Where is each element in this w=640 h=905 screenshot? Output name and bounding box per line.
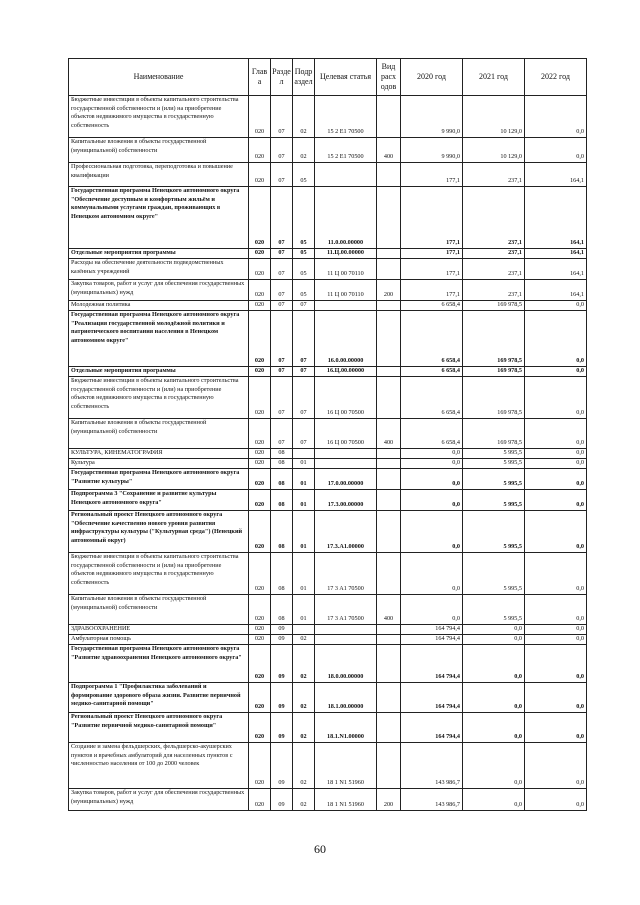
row-razdel: 09 — [271, 743, 293, 789]
row-expense-type — [377, 469, 401, 490]
row-2021: 0,0 — [463, 683, 525, 713]
row-razdel: 08 — [271, 490, 293, 511]
row-2021: 5 995,5 — [463, 511, 525, 553]
row-article — [315, 163, 377, 187]
row-article: 17 3 A1 70500 — [315, 595, 377, 625]
row-2022: 0,0 — [525, 511, 587, 553]
row-razdel: 07 — [271, 96, 293, 138]
row-name: Государственная программа Ненецкого автономного округа "Обеспечение доступным и комфортным жильём и коммунальными услугами граждан, проживающих в Ненецком автономном округе" — [69, 187, 249, 249]
row-2020: 0,0 — [401, 459, 463, 469]
table-row — [69, 459, 587, 469]
row-2020: 0,0 — [401, 449, 463, 459]
row-name: Культура — [69, 459, 249, 469]
row-expense-type — [377, 449, 401, 459]
row-2022: 164,1 — [525, 259, 587, 280]
row-expense-type — [377, 625, 401, 635]
row-name: Расходы на обеспечение деятельности подведомственных казённых учреждений — [69, 259, 249, 280]
table-row — [69, 743, 587, 789]
row-2020: 0,0 — [401, 595, 463, 625]
row-name: КУЛЬТУРА, КИНЕМАТОГРАФИЯ — [69, 449, 249, 459]
row-2021: 0,0 — [463, 625, 525, 635]
row-glava: 020 — [249, 469, 271, 490]
row-podrazdel: 01 — [293, 469, 315, 490]
row-razdel: 07 — [271, 419, 293, 449]
row-glava: 020 — [249, 553, 271, 595]
header-name: Наименование — [69, 59, 249, 96]
table-row — [69, 713, 587, 743]
row-2020: 164 794,4 — [401, 683, 463, 713]
table-row — [69, 469, 587, 490]
row-name: Молодежная политика — [69, 301, 249, 311]
row-2022: 164,1 — [525, 280, 587, 301]
row-podrazdel: 02 — [293, 138, 315, 163]
row-article: 15 2 E1 70500 — [315, 138, 377, 163]
row-razdel: 07 — [271, 259, 293, 280]
row-expense-type: 200 — [377, 789, 401, 811]
row-expense-type — [377, 301, 401, 311]
row-glava: 020 — [249, 789, 271, 811]
row-2020: 164 794,4 — [401, 625, 463, 635]
row-glava: 020 — [249, 459, 271, 469]
row-2020: 6 658,4 — [401, 311, 463, 367]
row-podrazdel: 07 — [293, 301, 315, 311]
row-2020: 164 794,4 — [401, 645, 463, 683]
row-name: Региональный проект Ненецкого автономного округа "Развитие первичной медико-санитарной помощи" — [69, 713, 249, 743]
row-2021: 0,0 — [463, 635, 525, 645]
table-row — [69, 553, 587, 595]
row-glava: 020 — [249, 625, 271, 635]
row-article: 18 1 N1 51960 — [315, 743, 377, 789]
row-razdel: 07 — [271, 367, 293, 377]
row-podrazdel: 01 — [293, 459, 315, 469]
row-2021: 0,0 — [463, 713, 525, 743]
row-podrazdel: 02 — [293, 645, 315, 683]
row-podrazdel: 02 — [293, 713, 315, 743]
row-2020: 164 794,4 — [401, 713, 463, 743]
row-razdel: 07 — [271, 163, 293, 187]
table-row — [69, 683, 587, 713]
row-article: 17.3.00.00000 — [315, 490, 377, 511]
row-razdel: 09 — [271, 683, 293, 713]
table-row — [69, 511, 587, 553]
row-2022: 0,0 — [525, 419, 587, 449]
row-razdel: 07 — [271, 377, 293, 419]
row-2020: 6 658,4 — [401, 377, 463, 419]
row-glava: 020 — [249, 249, 271, 259]
row-2021: 5 995,5 — [463, 469, 525, 490]
row-2020: 9 990,0 — [401, 138, 463, 163]
row-podrazdel: 07 — [293, 311, 315, 367]
row-article — [315, 449, 377, 459]
table-row — [69, 367, 587, 377]
table-row — [69, 789, 587, 811]
row-2022: 0,0 — [525, 311, 587, 367]
row-name: Закупка товаров, работ и услуг для обеспечения государственных (муниципальных) нужд — [69, 280, 249, 301]
table-row — [69, 635, 587, 645]
row-2020: 177,1 — [401, 163, 463, 187]
row-2021: 0,0 — [463, 789, 525, 811]
row-2022: 0,0 — [525, 490, 587, 511]
table-row — [69, 490, 587, 511]
row-expense-type — [377, 163, 401, 187]
row-2021: 169 978,5 — [463, 367, 525, 377]
row-article: 15 2 E1 70500 — [315, 96, 377, 138]
row-2021: 0,0 — [463, 645, 525, 683]
row-glava: 020 — [249, 595, 271, 625]
row-article — [315, 301, 377, 311]
row-glava: 020 — [249, 635, 271, 645]
row-expense-type — [377, 249, 401, 259]
row-article: 17.3.А1.00000 — [315, 511, 377, 553]
row-name: Капитальные вложения в объекты государственной (муниципальной) собственности — [69, 419, 249, 449]
row-name: Профессиональная подготовка, переподготовка и повышение квалификации — [69, 163, 249, 187]
row-podrazdel: 05 — [293, 259, 315, 280]
row-article: 16 Ц 00 70500 — [315, 419, 377, 449]
table-row — [69, 449, 587, 459]
row-name: Закупка товаров, работ и услуг для обеспечения государственных (муниципальных) нужд — [69, 789, 249, 811]
row-name: Создание и замена фельдшерских, фельдшерско-акушерских пунктов и врачебных амбулаторий для населенных пунктов с численностью населения от 100 до 2000 человек — [69, 743, 249, 789]
row-expense-type — [377, 490, 401, 511]
row-2022: 0,0 — [525, 377, 587, 419]
row-name: Подпрограмма 1 "Профилактика заболеваний и формирование здорового образа жизни. Развитие первичной медико-санитарной помощи" — [69, 683, 249, 713]
row-name: Государственная программа Ненецкого автономного округа "Реализация государственной молодёжной политики и патриотического воспитания населения в Ненецком автономном округе" — [69, 311, 249, 367]
row-2022: 0,0 — [525, 645, 587, 683]
header-article: Целевая статья — [315, 59, 377, 96]
row-podrazdel: 07 — [293, 367, 315, 377]
row-expense-type — [377, 635, 401, 645]
row-2021: 237,1 — [463, 187, 525, 249]
row-name: Региональный проект Ненецкого автономного округа "Обеспечение качественно нового уровня развития инфраструктуры культуры ("Культурная среда") (Ненецкий автономный округ) — [69, 511, 249, 553]
row-2022: 0,0 — [525, 553, 587, 595]
row-razdel: 09 — [271, 713, 293, 743]
row-expense-type — [377, 459, 401, 469]
row-expense-type — [377, 187, 401, 249]
table-row — [69, 311, 587, 367]
row-razdel: 09 — [271, 645, 293, 683]
row-2022: 0,0 — [525, 367, 587, 377]
row-2022: 0,0 — [525, 625, 587, 635]
row-2020: 6 658,4 — [401, 367, 463, 377]
row-name: Бюджетные инвестиции в объекты капитального строительства государственной собственности и (или) на приобретение объектов недвижимого имущества в государственную собственность — [69, 96, 249, 138]
row-article: 16.Ц.00.00000 — [315, 367, 377, 377]
row-razdel: 07 — [271, 249, 293, 259]
row-glava: 020 — [249, 280, 271, 301]
table-row — [69, 377, 587, 419]
row-podrazdel: 01 — [293, 490, 315, 511]
row-article: 18.0.00.00000 — [315, 645, 377, 683]
table-row — [69, 163, 587, 187]
row-expense-type — [377, 683, 401, 713]
row-razdel: 09 — [271, 789, 293, 811]
table-row — [69, 595, 587, 625]
row-name: Государственная программа Ненецкого автономного округа "Развитие здравоохранения Ненецкого автономного округа" — [69, 645, 249, 683]
row-expense-type — [377, 553, 401, 595]
row-expense-type: 400 — [377, 595, 401, 625]
row-razdel: 09 — [271, 625, 293, 635]
row-name: Бюджетные инвестиции в объекты капитального строительства государственной собственности и (или) на приобретение объектов недвижимого имущества в государственную собственность — [69, 377, 249, 419]
row-2021: 10 129,0 — [463, 138, 525, 163]
header-2020: 2020 год — [401, 59, 463, 96]
row-razdel: 08 — [271, 595, 293, 625]
row-article: 11.0.00.00000 — [315, 187, 377, 249]
row-razdel: 08 — [271, 553, 293, 595]
row-podrazdel: 05 — [293, 249, 315, 259]
row-razdel: 09 — [271, 635, 293, 645]
row-2021: 0,0 — [463, 743, 525, 789]
row-name: Капитальные вложения в объекты государственной (муниципальной) собственности — [69, 138, 249, 163]
row-2020: 6 658,4 — [401, 301, 463, 311]
row-podrazdel: 02 — [293, 743, 315, 789]
table-row — [69, 249, 587, 259]
row-2022: 164,1 — [525, 187, 587, 249]
row-glava: 020 — [249, 301, 271, 311]
row-razdel: 07 — [271, 280, 293, 301]
row-2022: 0,0 — [525, 138, 587, 163]
row-expense-type: 400 — [377, 138, 401, 163]
row-podrazdel: 01 — [293, 595, 315, 625]
row-article — [315, 635, 377, 645]
row-podrazdel: 05 — [293, 280, 315, 301]
row-glava: 020 — [249, 138, 271, 163]
header-expense-type: Вид расх одов — [377, 59, 401, 96]
row-glava: 020 — [249, 311, 271, 367]
row-2020: 164 794,4 — [401, 635, 463, 645]
row-article: 16.0.00.00000 — [315, 311, 377, 367]
row-2022: 0,0 — [525, 595, 587, 625]
row-2021: 169 978,5 — [463, 419, 525, 449]
row-2022: 0,0 — [525, 743, 587, 789]
row-glava: 020 — [249, 96, 271, 138]
row-expense-type — [377, 259, 401, 280]
row-2022: 0,0 — [525, 683, 587, 713]
header-podrazdel: Подр аздел — [293, 59, 315, 96]
row-2022: 0,0 — [525, 301, 587, 311]
row-2021: 169 978,5 — [463, 311, 525, 367]
table-row — [69, 138, 587, 163]
row-podrazdel: 02 — [293, 96, 315, 138]
row-2021: 10 129,0 — [463, 96, 525, 138]
row-article: 11.Ц.00.00000 — [315, 249, 377, 259]
row-2021: 169 978,5 — [463, 377, 525, 419]
row-glava: 020 — [249, 645, 271, 683]
page-number: 60 — [314, 842, 326, 856]
row-article: 11 Ц 00 70110 — [315, 259, 377, 280]
row-podrazdel: 01 — [293, 511, 315, 553]
row-2022: 164,1 — [525, 249, 587, 259]
row-expense-type — [377, 367, 401, 377]
row-glava: 020 — [249, 449, 271, 459]
row-podrazdel — [293, 625, 315, 635]
row-2020: 0,0 — [401, 469, 463, 490]
row-expense-type — [377, 645, 401, 683]
row-name: Государственная программа Ненецкого автономного округа "Развитие культуры" — [69, 469, 249, 490]
header-glava: Глав а — [249, 59, 271, 96]
table-row — [69, 259, 587, 280]
row-expense-type — [377, 311, 401, 367]
row-name: Амбулаторная помощь — [69, 635, 249, 645]
row-podrazdel: 02 — [293, 789, 315, 811]
row-2020: 143 986,7 — [401, 743, 463, 789]
row-2021: 237,1 — [463, 163, 525, 187]
row-2020: 6 658,4 — [401, 419, 463, 449]
row-podrazdel: 05 — [293, 187, 315, 249]
row-2022: 164,1 — [525, 163, 587, 187]
row-expense-type: 400 — [377, 419, 401, 449]
row-2020: 0,0 — [401, 511, 463, 553]
row-podrazdel: 07 — [293, 419, 315, 449]
row-name: Бюджетные инвестиции в объекты капитального строительства государственной собственности и (или) на приобретение объектов недвижимого имущества в государственную собственность — [69, 553, 249, 595]
table-body — [69, 96, 587, 811]
table-row — [69, 419, 587, 449]
row-2022: 0,0 — [525, 449, 587, 459]
row-article — [315, 459, 377, 469]
row-2022: 0,0 — [525, 96, 587, 138]
row-podrazdel — [293, 449, 315, 459]
row-2020: 177,1 — [401, 249, 463, 259]
row-2022: 0,0 — [525, 459, 587, 469]
row-glava: 020 — [249, 377, 271, 419]
row-article — [315, 625, 377, 635]
row-article: 11 Ц 00 70110 — [315, 280, 377, 301]
row-2022: 0,0 — [525, 789, 587, 811]
row-expense-type — [377, 713, 401, 743]
row-podrazdel: 07 — [293, 377, 315, 419]
table-row — [69, 96, 587, 138]
row-2020: 143 986,7 — [401, 789, 463, 811]
row-2021: 5 995,5 — [463, 449, 525, 459]
row-2021: 237,1 — [463, 280, 525, 301]
row-2021: 237,1 — [463, 259, 525, 280]
header-2021: 2021 год — [463, 59, 525, 96]
row-expense-type: 200 — [377, 280, 401, 301]
row-razdel: 08 — [271, 449, 293, 459]
row-2022: 0,0 — [525, 635, 587, 645]
row-2020: 0,0 — [401, 490, 463, 511]
table-row — [69, 280, 587, 301]
budget-table — [68, 58, 587, 811]
header-razdel: Разде л — [271, 59, 293, 96]
row-glava: 020 — [249, 490, 271, 511]
row-glava: 020 — [249, 713, 271, 743]
row-glava: 020 — [249, 187, 271, 249]
row-2020: 177,1 — [401, 259, 463, 280]
row-expense-type — [377, 377, 401, 419]
row-2020: 9 990,0 — [401, 96, 463, 138]
row-razdel: 07 — [271, 187, 293, 249]
row-razdel: 07 — [271, 301, 293, 311]
row-glava: 020 — [249, 259, 271, 280]
row-2022: 0,0 — [525, 713, 587, 743]
row-razdel: 07 — [271, 138, 293, 163]
row-podrazdel: 02 — [293, 683, 315, 713]
row-2021: 5 995,5 — [463, 459, 525, 469]
row-glava: 020 — [249, 511, 271, 553]
header-2022: 2022 год — [525, 59, 587, 96]
row-razdel: 08 — [271, 511, 293, 553]
row-2021: 5 995,5 — [463, 490, 525, 511]
row-razdel: 08 — [271, 469, 293, 490]
row-name: Отдельные мероприятия программы — [69, 249, 249, 259]
row-name: Капитальные вложения в объекты государственной (муниципальной) собственности — [69, 595, 249, 625]
row-name: ЗДРАВООХРАНЕНИЕ — [69, 625, 249, 635]
row-glava: 020 — [249, 743, 271, 789]
row-2021: 237,1 — [463, 249, 525, 259]
row-glava: 020 — [249, 419, 271, 449]
row-expense-type — [377, 96, 401, 138]
row-expense-type — [377, 511, 401, 553]
row-article: 18 1 N1 51960 — [315, 789, 377, 811]
row-2020: 177,1 — [401, 280, 463, 301]
row-glava: 020 — [249, 163, 271, 187]
row-article: 16 Ц 00 70500 — [315, 377, 377, 419]
row-2022: 0,0 — [525, 469, 587, 490]
table-header-row — [69, 59, 587, 96]
table-row — [69, 301, 587, 311]
table-row — [69, 187, 587, 249]
row-2020: 0,0 — [401, 553, 463, 595]
row-podrazdel: 05 — [293, 163, 315, 187]
row-2021: 5 995,5 — [463, 553, 525, 595]
table-row — [69, 645, 587, 683]
row-2020: 177,1 — [401, 187, 463, 249]
row-2021: 169 978,5 — [463, 301, 525, 311]
row-glava: 020 — [249, 683, 271, 713]
row-razdel: 07 — [271, 311, 293, 367]
row-podrazdel: 01 — [293, 553, 315, 595]
row-expense-type — [377, 743, 401, 789]
row-razdel: 08 — [271, 459, 293, 469]
row-article: 17.0.00.00000 — [315, 469, 377, 490]
table-row — [69, 625, 587, 635]
row-article: 17 3 A1 70500 — [315, 553, 377, 595]
row-2021: 5 995,5 — [463, 595, 525, 625]
row-name: Подпрограмма 3 "Сохранение и развитие культуры Ненецкого автономного округа" — [69, 490, 249, 511]
row-glava: 020 — [249, 367, 271, 377]
row-name: Отдельные мероприятия программы — [69, 367, 249, 377]
row-article: 18.1.N1.00000 — [315, 713, 377, 743]
row-article: 18.1.00.00000 — [315, 683, 377, 713]
row-podrazdel: 02 — [293, 635, 315, 645]
